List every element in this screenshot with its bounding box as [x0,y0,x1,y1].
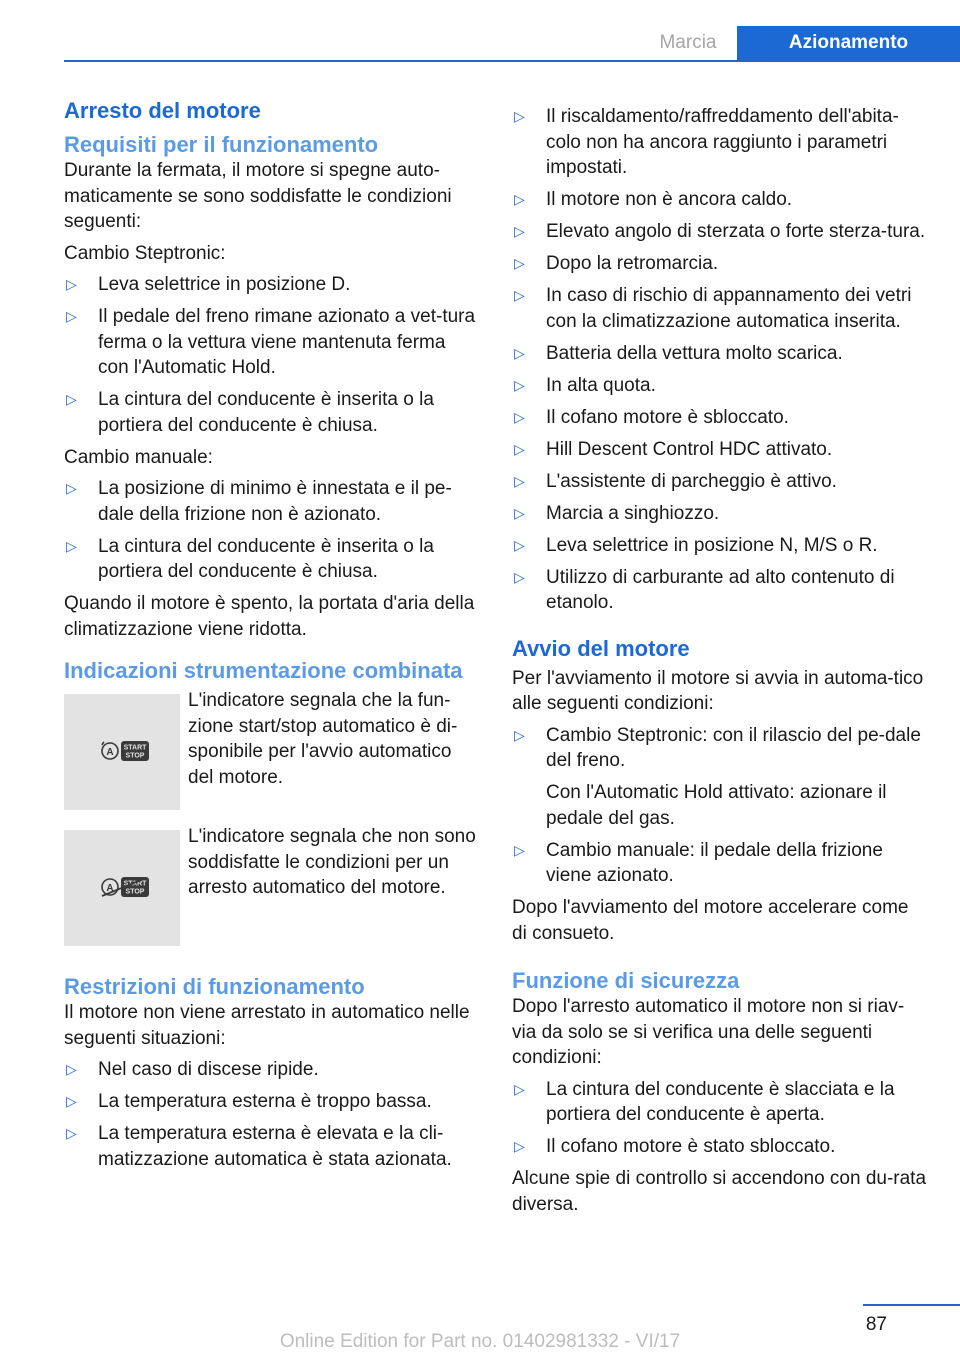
header-rule [64,60,960,62]
auto-start-stop-icon [64,694,180,810]
manuale-label: Cambio manuale: [64,446,213,468]
svg-text:A: A [106,883,114,894]
steptronic-label: Cambio Steptronic: [64,242,226,264]
list-item: ▷ Cambio manuale: il pedale della frizione viene azionato. [514,839,883,886]
restrizioni-list [64,1057,480,1172]
restrizioni-intro: Il motore non viene arrestato in automatico nelle seguenti situazioni: [64,1002,470,1049]
list-item: ▷ Dopo la retromarcia. [512,251,928,277]
left-column [64,98,480,1179]
bullet-triangle-icon: ▷ [514,726,525,743]
list-item: ▷ Il motore non è ancora caldo. [512,187,928,213]
bullet-triangle-icon: ▷ [514,841,525,858]
list-item: ▷ Batteria della vettura molto scarica. [512,341,928,367]
list-item: ▷ Utilizzo di carburante ad alto contenuto di etanolo. [514,566,895,613]
bullet-triangle-icon: ▷ [66,1125,77,1141]
bullet-triangle-icon: ▷ [514,472,525,489]
bullet-triangle-icon: ▷ [514,255,525,271]
bullet-triangle-icon: ▷ [514,408,525,425]
list-item: ▷ Il riscaldamento/raffreddamento dell'abita-colo non ha ancora raggiunto i parametri impostati. [514,106,899,178]
bullet-triangle-icon: ▷ [514,1138,525,1154]
bullet-triangle-icon: ▷ [514,223,525,239]
sicurezza-intro: Dopo l'arresto automatico il motore non si riav-via da solo se si verifica una delle seguenti condizioni: [512,996,905,1068]
indicator-row-available [64,690,480,810]
list-item: ▷ La posizione di minimo è innestata e il pe-dale della frizione non è azionato. [66,478,452,525]
bullet-triangle-icon: ▷ [66,480,77,496]
avvio-list [512,723,928,889]
indicator-row-unavailable [64,826,480,946]
indicator-text-available: L'indicatore segnala che la fun-zione start/stop automatico è di-sponibile per l'avvio automatico del motore. [188,690,458,788]
avvio-note: Dopo l'avviamento del motore accelerare come di consueto. [512,897,909,944]
svg-text:STOP: STOP [125,888,145,896]
list-item: ▷ Il cofano motore è stato sbloccato. [512,1134,928,1160]
bullet-triangle-icon: ▷ [66,537,77,554]
bullet-triangle-icon: ▷ [514,568,525,585]
svg-text:START: START [123,744,147,752]
bullet-triangle-icon: ▷ [514,504,525,521]
header-section: Marcia [659,32,717,53]
sicurezza-note: Alcune spie di controllo si accendono con du-rata diversa. [512,1168,927,1215]
list-item: ▷ Il cofano motore è sbloccato. [512,405,928,431]
bullet-triangle-icon: ▷ [514,287,525,303]
bullet-triangle-icon: ▷ [66,1061,77,1077]
list-item: ▷ Leva selettrice in posizione D. [64,272,480,298]
footer-edition: Online Edition for Part no. 01402981332 - VI/17 [279,1331,681,1352]
page-header [0,26,960,62]
bullet-triangle-icon: ▷ [66,1093,77,1109]
list-item: ▷ La cintura del conducente è inserita o la portiera del conducente è chiusa. [66,389,434,436]
steptronic-list [64,272,480,438]
heading-sicurezza: Funzione di sicurezza [512,968,740,993]
manuale-list [64,476,480,585]
list-item: ▷ Il pedale del freno rimane azionato a vet-tura ferma o la vettura viene mantenuta ferma con l'Automatic Hold. [66,306,476,378]
list-item: ▷ Leva selettrice in posizione N, M/S o R. [512,533,928,559]
list-item: ▷ Marcia a singhiozzo. [512,501,928,527]
svg-text:STOP: STOP [125,752,145,760]
bullet-triangle-icon: ▷ [514,536,525,553]
sicurezza-list [512,1077,928,1160]
avvio-intro: Per l'avviamento il motore si avvia in automa-tico alle seguenti condizioni: [512,667,924,714]
list-item: ▷ Elevato angolo di sterzata o forte sterza-tura. [512,219,928,245]
svg-text:A: A [106,747,114,758]
bullet-triangle-icon: ▷ [66,391,77,407]
list-item: ▷ Hill Descent Control HDC attivato. [512,437,928,463]
restrizioni-list-continued [512,104,928,616]
bullet-triangle-icon: ▷ [66,308,77,324]
bullet-triangle-icon: ▷ [514,108,525,124]
avvio-item1-sub: Con l'Automatic Hold attivato: azionare il pedale del gas. [546,782,887,829]
requisiti-note: Quando il motore è spento, la portata d'aria della climatizzazione viene ridotta. [64,593,475,640]
page-number: 87 [865,1314,887,1335]
list-item: ▷ La cintura del conducente è inserita o la portiera del conducente è chiusa. [66,535,434,582]
heading-requisiti: Requisiti per il funzionamento [64,132,379,157]
svg-text:START: START [123,880,147,888]
header-chapter: Azionamento [737,26,960,60]
list-item: ▷ La temperatura esterna è troppo bassa. [64,1089,480,1115]
list-item: ▷ In caso di rischio di appannamento dei vetri con la climatizzazione automatica inserita. [514,285,912,332]
section-title-arresto: Arresto del motore [64,98,261,123]
list-item: ▷ In alta quota. [512,373,928,399]
bullet-triangle-icon: ▷ [66,276,77,292]
right-column [512,104,928,1223]
page-number-rule [863,1304,960,1306]
bullet-triangle-icon: ▷ [514,1080,525,1097]
indicator-text-unavailable: L'indicatore segnala che non sono soddisfatte le condizioni per un arresto automatico del motore. [188,826,476,898]
bullet-triangle-icon: ▷ [514,191,525,207]
bullet-triangle-icon: ▷ [514,376,525,393]
list-item: ▷ Nel caso di discese ripide. [64,1057,480,1083]
auto-start-stop-off-icon [64,830,180,946]
list-item: ▷ La temperatura esterna è elevata e la cli-matizzazione automatica è stata azionata. [66,1123,452,1170]
heading-restrizioni: Restrizioni di funzionamento [64,974,365,999]
list-item: ▷ Cambio Steptronic: con il rilascio del pe-dale del freno. Con l'Automatic Hold attivato: azionare il pedale del gas. [512,723,928,832]
list-item: ▷ La cintura del conducente è slacciata e la portiera del conducente è aperta. [514,1078,895,1125]
heading-indicazioni: Indicazioni strumentazione combinata [64,658,463,683]
requisiti-intro: Durante la fermata, il motore si spegne auto-maticamente se sono soddisfatte le condizioni seguenti: [64,160,452,232]
bullet-triangle-icon: ▷ [514,440,525,457]
bullet-triangle-icon: ▷ [514,344,525,361]
list-item: ▷ L'assistente di parcheggio è attivo. [512,469,928,495]
section-title-avvio: Avvio del motore [512,635,690,661]
